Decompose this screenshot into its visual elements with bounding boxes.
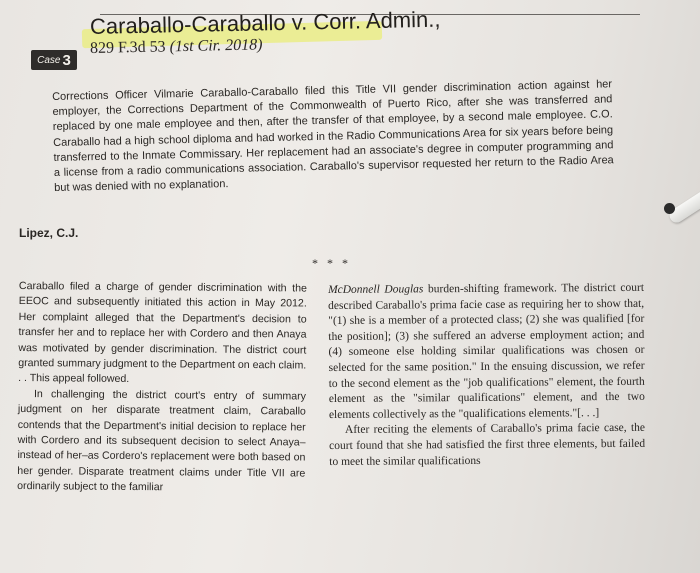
citation-volume: 829 F.3d 53 [89,38,166,57]
case-badge-number: 3 [62,51,71,69]
paragraph: After reciting the elements of Caraballo's prima facie case, the court found that she had satisfied the first three elements, but failed to meet the similar qualifications [329,422,646,468]
case-badge [31,50,77,70]
section-separator: * * * [312,256,351,270]
case-citation [90,36,263,58]
case-title: Caraballo-Caraballo v. Corr. Admin., [89,6,441,39]
case-name-italic: McDonnell Douglas [328,283,424,296]
paragraph [328,281,645,424]
opinion-left-column [17,279,307,497]
citation-court-year: (1st Cir. 2018) [169,36,263,56]
case-summary: Corrections Officer Vilmarie Caraballo-Caraballo filed this Title VII gender discrimination action against her employer, the Corrections Department of the Commonwealth of Puerto Rico, after she was transferred and replaced by one male employee and then, after the transfer of that employee, by a second male employee. C.O. Caraballo had a high school diploma and had worked in the Radio Communications Area for six years before being transferred to the Inmate Commissary. Her replacement had an associate's degree in computer programming and a license from a radio communications association. Caraballo's supervisor requested her return to the Radio Area but was denied with no explanation. [52,78,614,195]
paragraph: In challenging the district court's entry of summary judgment on her disparate treatment claim, Caraballo contends that the Department's initial decision to replace her with Cordero and its subsequent decision to select Anaya–instead of her–as Cordero's replacement were both based on her gender. Disparate treatment claims under Title VII are ordinarily subject to the familiar [17,387,307,494]
paragraph-text: burden-shifting framework. The district court described Caraballo's prima facie case as requiring her to show that, "(1) she is a member of a protected class; (2) she was qualified [for the position]; (3) she suffered an adverse employment action; and (4) someone else holding similar qualifications was chosen or selected for the same position." In the ensuing discussion, we refer to the second element as the "job qualifications" element, the fourth element as the "similar qualifications" element, and the two elements collectively as the "qualifications elements."[. . .] [328,281,645,421]
paragraph: Caraballo filed a charge of gender discrimination with the EEOC and subsequently initiated this action in May 2012. Her complaint alleged that the Department's decision to transfer her and to replace her with Cordero and then Anaya was motivated by gender discrimination. The district court granted summary judgment to the Department on each claim. . . This appeal followed. [18,279,307,386]
opinion-right-column [328,281,645,470]
case-badge-word: Case [37,54,61,66]
opinion-author: Lipez, C.J. [19,226,79,240]
pen-tip-icon [664,203,675,214]
